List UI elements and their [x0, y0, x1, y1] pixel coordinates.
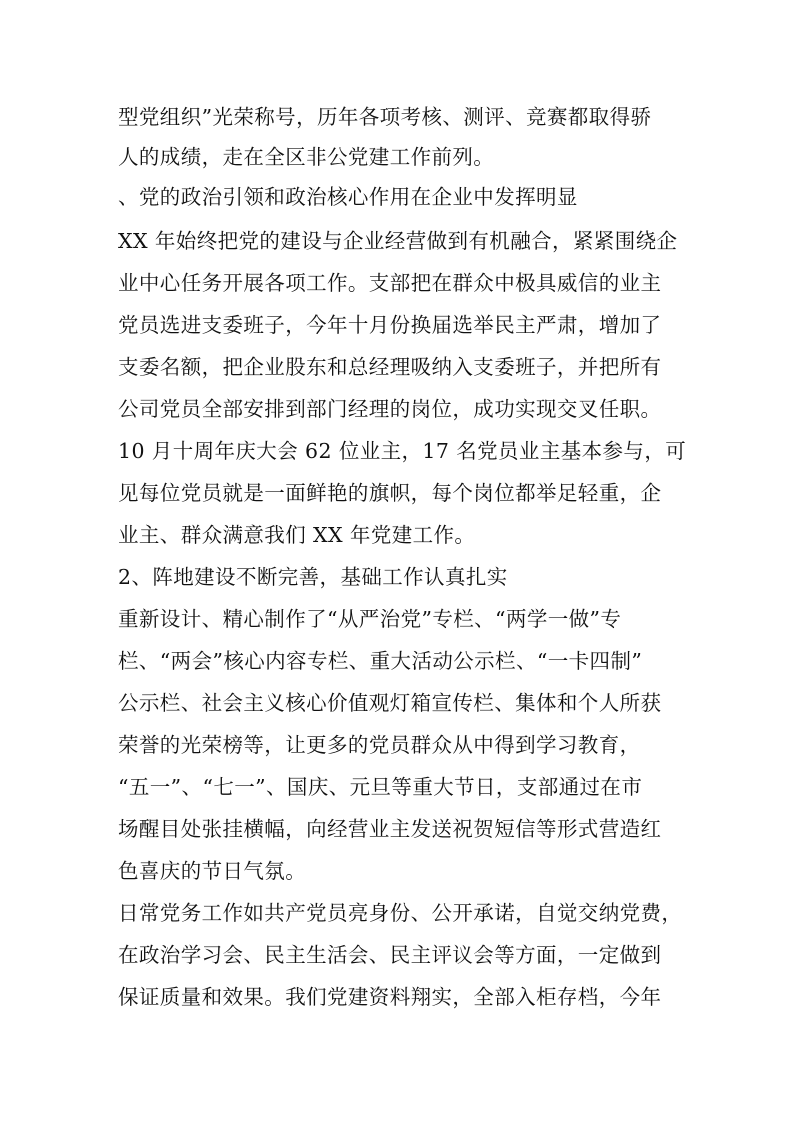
text-line-10: 见每位党员就是一面鲜艳的旗帜，每个岗位都举足轻重，企 [118, 481, 662, 505]
text-line-14: 栏、“两会”核心内容专栏、重大活动公示栏、“一卡四制” [118, 649, 643, 673]
text-line-8: 公司党员全部安排到部门经理的岗位，成功实现交叉任职。 [118, 397, 662, 421]
text-line-2: 人的成绩，走在全区非公党建工作前列。 [118, 145, 495, 169]
text-line-20: 日常党务工作如共产党员亮身份、公开承诺，自觉交纳党费， [118, 901, 683, 925]
text-line-18: 场醒目处张挂横幅，向经营业主发送祝贺短信等形式营造红 [118, 817, 662, 841]
text-line-7: 支委名额，把企业股东和总经理吸纳入支委班子，并把所有 [118, 355, 662, 379]
text-line-13: 重新设计、精心制作了“从严治党”专栏、“两学一做”专 [118, 607, 622, 631]
text-line-9: 10 月十周年庆大会 62 位业主，17 名党员业主基本参与，可 [118, 439, 687, 463]
section-heading-2: 2、阵地建设不断完善，基础工作认真扎实 [118, 565, 508, 589]
section-heading-1: 、党的政治引领和政治核心作用在企业中发挥明显 [118, 185, 578, 209]
text-line-4: XX 年始终把党的建设与企业经营做到有机融合，紧紧围绕企 [118, 229, 678, 253]
text-line-16: 荣誉的光荣榜等，让更多的党员群众从中得到学习教育， [118, 733, 641, 757]
text-line-5: 业中心任务开展各项工作。支部把在群众中极具威信的业主 [118, 271, 662, 295]
text-line-6: 党员选进支委班子，今年十月份换届选举民主严肃，增加了 [118, 313, 662, 337]
text-line-22: 保证质量和效果。我们党建资料翔实，全部入柜存档，今年 [118, 985, 662, 1009]
text-line-1: 型党组织”光荣称号，历年各项考核、测评、竞赛都取得骄 [118, 105, 652, 129]
text-line-11: 业主、群众满意我们 XX 年党建工作。 [118, 523, 476, 547]
text-line-15: 公示栏、社会主义核心价值观灯箱宣传栏、集体和个人所获 [118, 691, 662, 715]
text-line-19: 色喜庆的节日气氛。 [118, 859, 307, 883]
text-line-17: “五一”、“七一”、国庆、元旦等重大节日，支部通过在市 [118, 775, 643, 799]
text-line-21: 在政治学习会、民主生活会、民主评议会等方面，一定做到 [118, 943, 662, 967]
